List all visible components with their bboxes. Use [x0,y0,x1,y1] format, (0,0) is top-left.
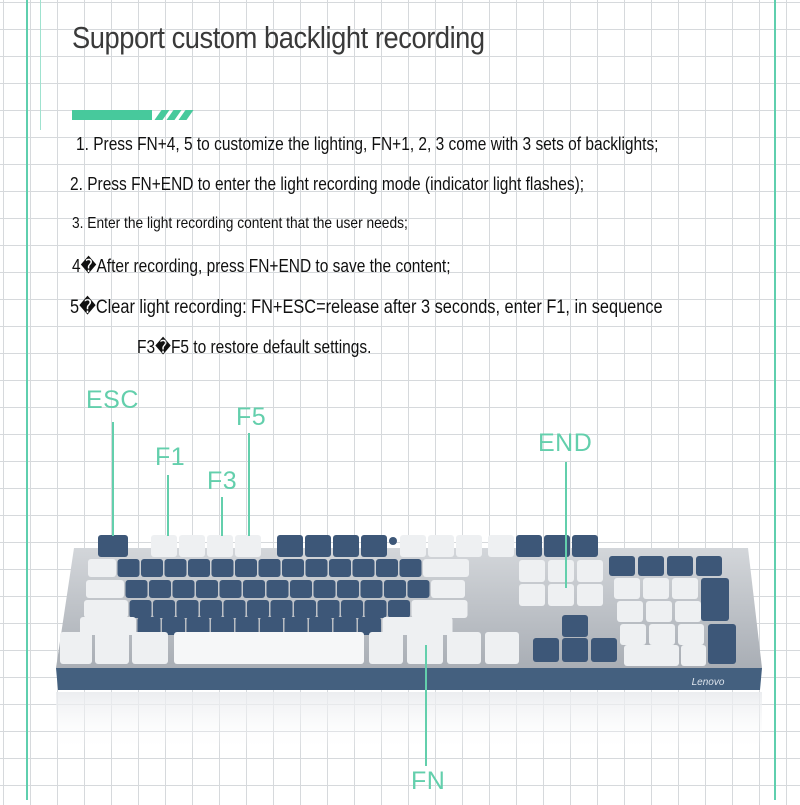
key-menu [447,632,481,664]
callout-label-end: END [538,429,593,457]
key-row-2-key [267,580,289,598]
key-f6 [277,535,303,557]
key-scroll [516,535,542,557]
key-num-8 [643,578,669,599]
key-num-2 [649,624,675,645]
key-row-3-key [153,600,175,618]
key-row-3-key [271,600,293,618]
key-row-2-modifier [86,580,124,598]
key-row-2-key [290,580,312,598]
key-space [174,632,364,664]
function-row [98,535,598,557]
key-row-2-key [384,580,406,598]
key-extra [572,535,598,557]
key-num-6 [675,601,701,622]
key-row-2-key [220,580,242,598]
key-pgdn [577,584,603,606]
key-row-1-key [282,559,304,577]
key-row-2-key [243,580,265,598]
main-key-block [80,559,469,635]
page-title: Support custom backlight recording [72,20,485,55]
key-row-1-key [141,559,163,577]
key-num-9 [672,578,698,599]
key-row-3-key [224,600,246,618]
key-row-1-key [306,559,328,577]
key-row-1-wide-key [423,559,469,577]
key-home [548,560,574,582]
keyboard-base-strip [56,668,762,690]
key-row-2-key [408,580,430,598]
key-down [562,638,588,662]
key-num-3 [678,624,704,645]
bottom-row [60,632,519,664]
key-f2 [179,535,205,557]
instruction-step-4: 4�After recording, press FN+END to save the content; [72,256,451,276]
key-num-5 [646,601,672,622]
key-alt [132,632,168,664]
callout-label-f3: F3 [207,467,238,495]
key-row-2-key [337,580,359,598]
key-row-3-key [388,600,410,618]
key-row-3-key [365,600,387,618]
key-num-1 [620,624,646,645]
knob [389,537,397,545]
key-f8 [333,535,359,557]
brand-logo: Lenovo [691,677,725,688]
key-num-dot [681,645,706,666]
callout-label-esc: ESC [86,386,139,414]
key-f10 [400,535,426,557]
callout-label-fn: FN [411,767,446,795]
instruction-step-2: 2. Press FN+END to enter the light recording mode (indicator light flashes); [70,174,585,194]
key-row-1-key [259,559,281,577]
key-row-2-key [196,580,218,598]
key-esc [98,535,128,557]
key-row-3-key [200,600,222,618]
instruction-step-3: 3. Enter the light recording content that the user needs; [72,215,408,232]
key-delete [519,584,545,606]
key-prtsc [488,535,514,557]
key-row-1-key [118,559,140,577]
keyboard-reflection [56,692,762,752]
key-f9 [361,535,387,557]
key-num-minus [696,556,722,576]
key-up [562,615,588,637]
key-row-1-key [400,559,422,577]
instruction-step-1: 1. Press FN+4, 5 to customize the lighting, FN+1, 2, 3 come with 3 sets of backlights; [76,134,659,154]
key-row-2-wide-key [431,580,465,598]
key-row-3-key [294,600,316,618]
key-f3 [207,535,233,557]
key-row-1-key [188,559,210,577]
key-f11 [428,535,454,557]
key-row-3-key [318,600,340,618]
key-row-1-key [212,559,234,577]
key-numlock [609,556,635,576]
instruction-step-5: 5�Clear light recording: FN+ESC=release after 3 seconds, enter F1, in sequence [70,297,663,318]
key-row-3-modifier [84,600,128,618]
instruction-step-5-continued: F3�F5 to restore default settings. [137,337,372,357]
key-right [591,638,617,662]
key-row-3-key [341,600,363,618]
key-row-2-key [361,580,383,598]
key-f12 [456,535,482,557]
callout-label-f5: F5 [236,403,267,431]
key-row-2-key [126,580,148,598]
key-row-1-key [329,559,351,577]
key-row-3-key [130,600,152,618]
key-f7 [305,535,331,557]
key-num-plus [701,578,729,621]
key-insert [519,560,545,582]
key-row-2-key [314,580,336,598]
key-num-div [638,556,664,576]
key-row-1-key [353,559,375,577]
key-row-3-wide-key [412,600,468,618]
key-row-3-key [247,600,269,618]
key-num-mul [667,556,693,576]
key-ctrl [60,632,92,664]
callout-label-f1: F1 [155,443,186,471]
key-num-0 [624,645,679,666]
key-row-1-key [376,559,398,577]
key-ralt [369,632,403,664]
key-end [548,584,574,606]
key-row-2-key [173,580,195,598]
key-pgup [577,560,603,582]
key-f1 [151,535,177,557]
key-f5 [235,535,261,557]
key-win [95,632,129,664]
key-num-enter [708,624,736,664]
key-row-1-key [165,559,187,577]
key-rctrl [485,632,519,664]
key-row-3-key [177,600,199,618]
key-row-1-modifier [88,559,116,577]
key-num-4 [617,601,643,622]
key-row-2-key [149,580,171,598]
key-row-1-key [235,559,257,577]
key-num-7 [614,578,640,599]
key-left [533,638,559,662]
